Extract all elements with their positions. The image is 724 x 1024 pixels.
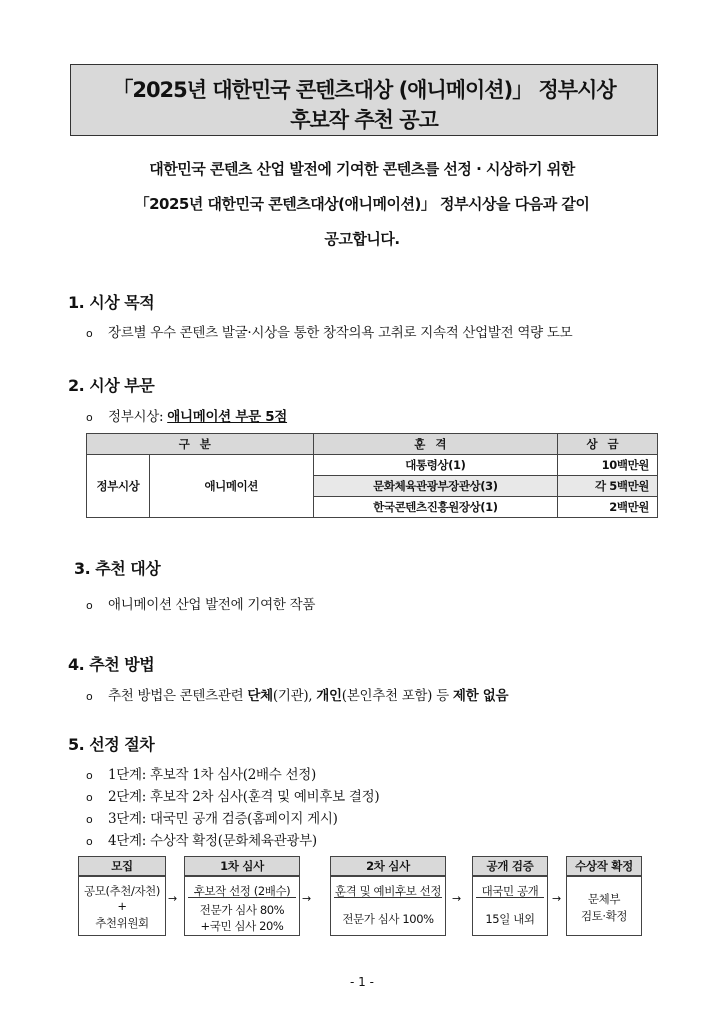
- section-4-text-3: (본인추천 포함) 등: [341, 688, 453, 704]
- flow-step-4-head: 공개 검증: [472, 856, 548, 876]
- prize-cell: 각 5백만원: [558, 476, 658, 497]
- flow-line: 15일 내외: [485, 912, 535, 926]
- section-1-bullet: [86, 321, 572, 341]
- flow-line: 추천위원회: [95, 916, 149, 930]
- divider: [476, 897, 544, 898]
- section-2-prefix: 정부시상:: [108, 409, 168, 425]
- flow-step-5-head: 수상작 확정: [566, 856, 642, 876]
- section-4-text-1: 추천 방법은 콘텐츠관련: [108, 688, 248, 704]
- intro-line-2: 「2025년 대한민국 콘텐츠대상(애니메이션)」 정부시상을 다음과 같이: [134, 195, 590, 213]
- award-table-header: [87, 434, 658, 455]
- header-award: 훈격: [313, 434, 558, 455]
- flow-line: +: [117, 899, 127, 913]
- title-line-1: 「2025년 대한민국 콘텐츠대상 (애니메이션)」 정부시상: [112, 78, 616, 102]
- section-4-bold-3: 제한 없음: [452, 688, 509, 704]
- section-1-text: 장르별 우수 콘텐츠 발굴·시상을 통한 창작의욕 고취로 지속적 산업발전 역량 도모: [108, 325, 573, 341]
- flow-step-2-body: [184, 876, 300, 936]
- step-item: [86, 829, 317, 849]
- category-cell: 정부시상: [87, 455, 150, 518]
- table-row: [87, 455, 658, 476]
- field-cell: 애니메이션: [149, 455, 313, 518]
- bullet-marker: o: [86, 599, 93, 612]
- section-5-heading: 5. 선정 절차: [68, 735, 155, 754]
- section-4-bullet: [86, 684, 508, 704]
- step-text: 4단계: 수상작 확정(문화체육관광부): [108, 833, 317, 849]
- section-3-heading: 3. 추천 대상: [74, 559, 161, 578]
- flow-line: 후보작 선정 (2배수): [193, 884, 291, 898]
- flow-step-1-body: [78, 876, 166, 936]
- arrow-right-icon: →: [452, 892, 462, 905]
- award-cell: 문화체육관광부장관상(3): [313, 476, 558, 497]
- section-4-bold-1: 단체: [247, 688, 273, 704]
- divider: [334, 897, 442, 898]
- prize-cell: 10백만원: [558, 455, 658, 476]
- bullet-marker: o: [86, 411, 93, 424]
- award-table: [86, 433, 658, 518]
- step-text: 1단계: 후보작 1차 심사(2배수 선정): [108, 767, 316, 783]
- flow-line: 대국민 공개: [481, 884, 539, 898]
- header-prize: 상금: [558, 434, 658, 455]
- step-text: 2단계: 후보작 2차 심사(훈격 및 예비후보 결정): [108, 789, 380, 805]
- flow-step-4-body: [472, 876, 548, 936]
- section-3-bullet: [86, 593, 315, 613]
- bullet-marker: o: [86, 327, 93, 340]
- section-2-bullet: [86, 405, 287, 425]
- arrow-right-icon: →: [168, 892, 178, 905]
- flow-line: 훈격 및 예비후보 선정: [334, 884, 442, 898]
- section-1-heading: 1. 시상 목적: [68, 293, 155, 312]
- flow-step-5-body: [566, 876, 642, 936]
- step-item: [86, 807, 338, 827]
- flow-line: 검토·확정: [580, 909, 628, 923]
- header-category: 구분: [87, 434, 314, 455]
- bullet-marker: o: [86, 690, 93, 703]
- award-cell: 대통령상(1): [313, 455, 558, 476]
- section-3-text: 애니메이션 산업 발전에 기여한 작품: [108, 597, 316, 613]
- bullet-marker: o: [86, 835, 93, 848]
- section-4-heading: 4. 추천 방법: [68, 655, 155, 674]
- flow-step-2-head: 1차 심사: [184, 856, 300, 876]
- step-item: [86, 763, 316, 783]
- flow-line: +국민 심사 20%: [200, 919, 284, 933]
- intro-line-1: 대한민국 콘텐츠 산업 발전에 기여한 콘텐츠를 선정 · 시상하기 위한: [149, 160, 575, 178]
- flow-step-3-head: 2차 심사: [330, 856, 446, 876]
- section-2-emphasis: 애니메이션 부문 5점: [167, 409, 288, 425]
- flow-line: 전문가 심사 80%: [199, 903, 285, 917]
- intro-line-3: 공고합니다.: [324, 230, 400, 248]
- section-2-heading: 2. 시상 부문: [68, 376, 155, 395]
- page-number: - 1 -: [350, 975, 374, 989]
- bullet-marker: o: [86, 791, 93, 804]
- bullet-marker: o: [86, 813, 93, 826]
- flow-step-1-head: 모집: [78, 856, 166, 876]
- flow-line: 문체부: [587, 892, 621, 906]
- arrow-right-icon: →: [302, 892, 312, 905]
- award-cell: 한국콘텐츠진흥원장상(1): [313, 497, 558, 518]
- bullet-marker: o: [86, 769, 93, 782]
- divider: [188, 897, 296, 898]
- title-box: [70, 64, 658, 136]
- section-4-text-2: (기관),: [272, 688, 317, 704]
- arrow-right-icon: →: [552, 892, 562, 905]
- flow-line: 전문가 심사 100%: [342, 912, 434, 926]
- prize-cell: 2백만원: [558, 497, 658, 518]
- title-line-2: 후보작 추천 공고: [290, 108, 438, 132]
- step-item: [86, 785, 379, 805]
- flow-line: 공모(추천/자천): [84, 884, 160, 898]
- step-text: 3단계: 대국민 공개 검증(홈페이지 게시): [108, 811, 338, 827]
- section-4-bold-2: 개인: [316, 688, 342, 704]
- flow-step-3-body: [330, 876, 446, 936]
